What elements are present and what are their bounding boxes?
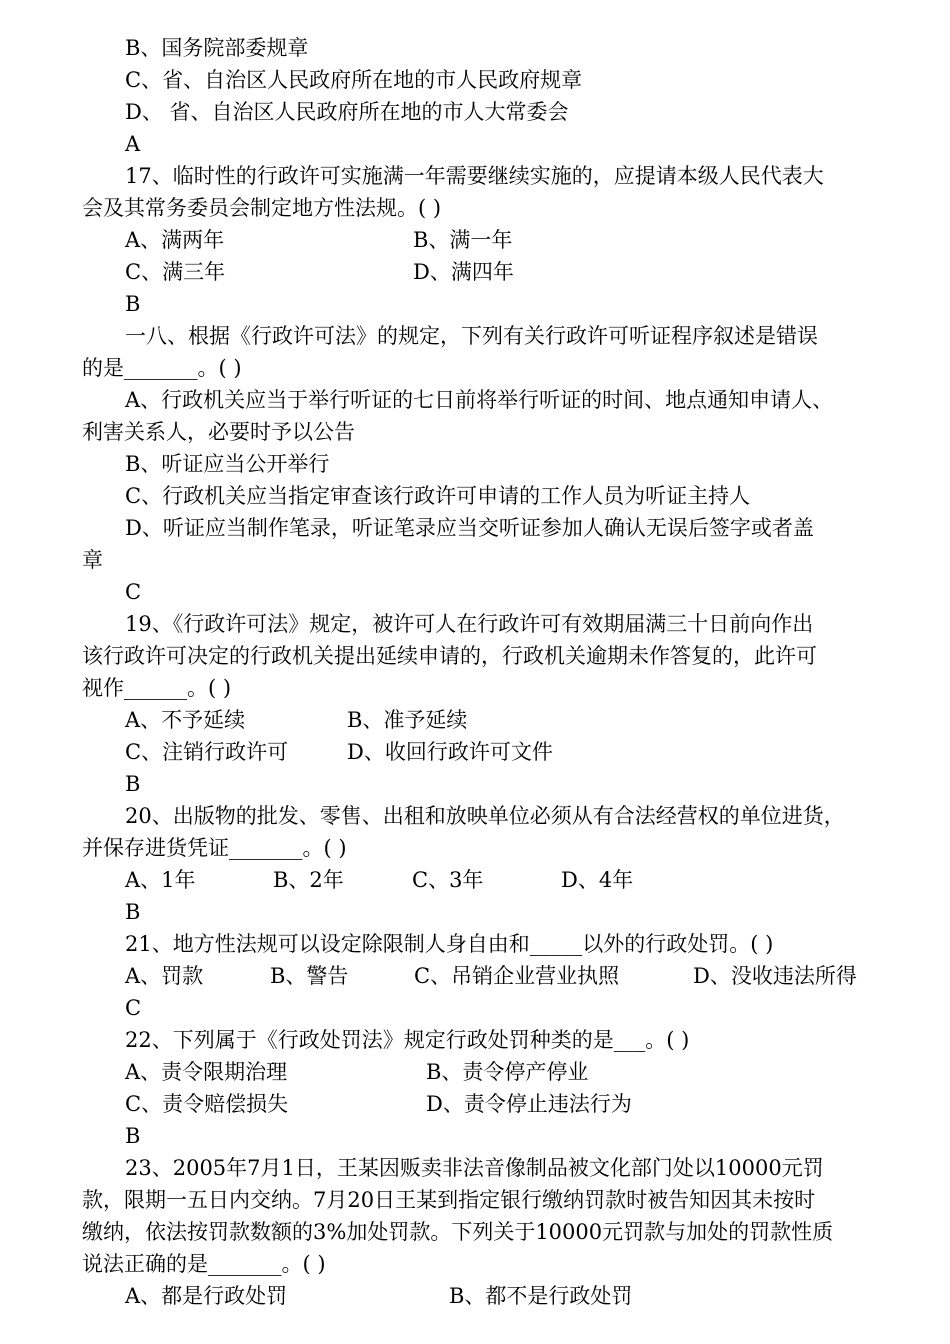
text-line: 章	[82, 548, 103, 572]
text-line: 款，限期一五日内交纳。7月20日王某到指定银行缴纳罚款时被告知因其未按时	[82, 1188, 816, 1212]
text-line: 视作______。( )	[82, 676, 232, 700]
text-line: 说法正确的是_______。( )	[82, 1252, 326, 1276]
answer-line: A	[125, 132, 141, 156]
text-line: 该行政许可决定的行政机关提出延续申请的，行政机关逾期未作答复的，此许可	[82, 644, 817, 668]
option-a: A、责令限期治理	[125, 1060, 288, 1084]
question-19: 19、《行政许可法》规定，被许可人在行政许可有效期届满三十日前向作出	[125, 612, 814, 636]
option-d: D、4年	[561, 868, 634, 892]
answer-line: B	[125, 772, 141, 796]
option-c: C、行政机关应当指定审查该行政许可申请的工作人员为听证主持人	[125, 484, 751, 508]
option-c: C、吊销企业营业执照	[414, 964, 620, 988]
text-line: 利害关系人，必要时予以公告	[82, 420, 355, 444]
text-line: 的是_______。( )	[82, 356, 242, 380]
option-b: B、都不是行政处罚	[449, 1284, 633, 1308]
option-d: D、满四年	[413, 260, 514, 284]
text-line: B、国务院部委规章	[125, 36, 309, 60]
option-b: B、满一年	[413, 228, 513, 252]
option-d: D、听证应当制作笔录，听证笔录应当交听证参加人确认无误后签字或者盖	[125, 516, 814, 540]
question-20: 20、出版物的批发、零售、出租和放映单位必须从有合法经营权的单位进货，	[125, 804, 845, 828]
text-line: 缴纳，依法按罚款数额的3%加处罚款。下列关于10000元罚款与加处的罚款性质	[82, 1220, 834, 1244]
question-21: 21、地方性法规可以设定除限制人身自由和_____以外的行政处罚。( )	[125, 932, 774, 956]
option-b: B、听证应当公开举行	[125, 452, 330, 476]
option-d: D、收回行政许可文件	[347, 740, 553, 764]
option-b: B、2年	[273, 868, 344, 892]
option-c: C、3年	[412, 868, 484, 892]
option-c: C、注销行政许可	[125, 740, 289, 764]
option-a: A、罚款	[125, 964, 204, 988]
question-18: 一八、根据《行政许可法》的规定，下列有关行政许可听证程序叙述是错误	[125, 324, 818, 348]
answer-line: B	[125, 900, 141, 924]
answer-line: B	[125, 292, 141, 316]
question-17: 17、临时性的行政许可实施满一年需要继续实施的，应提请本级人民代表大	[125, 164, 824, 188]
option-a: A、满两年	[125, 228, 225, 252]
question-23: 23、2005年7月1日，王某因贩卖非法音像制品被文化部门处以10000元罚	[125, 1156, 824, 1180]
option-c: C、责令赔偿损失	[125, 1092, 289, 1116]
option-b: B、准予延续	[347, 708, 468, 732]
option-a: A、1年	[125, 868, 196, 892]
answer-line: C	[125, 580, 142, 604]
option-d: D、没收违法所得	[693, 964, 857, 988]
option-a: A、不予延续	[125, 708, 246, 732]
answer-line: B	[125, 1124, 141, 1148]
question-22: 22、下列属于《行政处罚法》规定行政处罚种类的是___。( )	[125, 1028, 690, 1052]
option-d: D、责令停止违法行为	[426, 1092, 632, 1116]
option-c: C、满三年	[125, 260, 226, 284]
option-a: A、都是行政处罚	[125, 1284, 288, 1308]
option-b: B、警告	[270, 964, 349, 988]
option-a: A、行政机关应当于举行听证的七日前将举行听证的时间、地点通知申请人、	[125, 388, 834, 412]
text-line: 并保存进货凭证_______。( )	[82, 836, 347, 860]
text-line: 会及其常务委员会制定地方性法规。( )	[82, 196, 442, 220]
text-line: C、省、自治区人民政府所在地的市人民政府规章	[125, 68, 583, 92]
text-line: D、 省、自治区人民政府所在地的市人大常委会	[125, 100, 569, 124]
option-b: B、责令停产停业	[426, 1060, 589, 1084]
answer-line: C	[125, 996, 142, 1020]
